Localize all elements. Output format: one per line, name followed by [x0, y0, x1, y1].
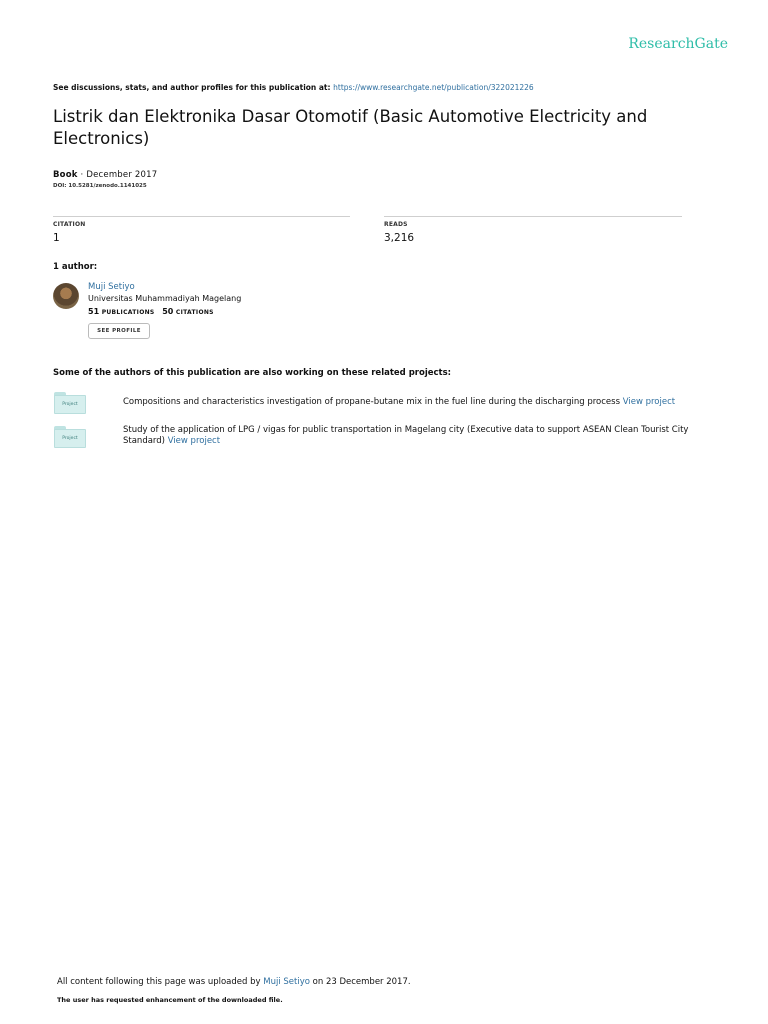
author-stats — [88, 307, 214, 316]
upload-suffix: on 23 December 2017. — [309, 977, 411, 987]
publication-title: Listrik dan Elektronika Dasar Otomotif (Basic Automotive Electricity and Electronics) — [53, 107, 648, 148]
reads-value: 3,216 — [384, 232, 415, 244]
publications-label: PUBLICATIONS — [101, 309, 155, 316]
see-profile-button[interactable]: SEE PROFILE — [88, 323, 150, 339]
reads-divider — [384, 216, 682, 217]
discussion-prefix: See discussions, stats, and author profiles for this publication at: — [53, 83, 334, 92]
project-folder-icon — [54, 392, 86, 414]
citation-value: 1 — [53, 232, 60, 244]
publication-meta — [53, 170, 157, 180]
citation-label: CITATION — [53, 221, 86, 228]
view-project-link[interactable]: View project — [622, 397, 676, 407]
project-item — [123, 397, 713, 408]
meta-separator: · — [77, 170, 87, 180]
publication-doi: DOI: 10.5281/zenodo.1141025 — [53, 183, 147, 189]
project-item — [123, 425, 713, 447]
project-folder-label: Project — [54, 395, 86, 414]
author-affiliation: Universitas Muhammadiyah Magelang — [88, 294, 242, 303]
project-folder-label: Project — [54, 429, 86, 448]
publication-date: December 2017 — [86, 170, 158, 180]
uploader-link[interactable]: Muji Setiyo — [263, 977, 310, 987]
publication-url-link[interactable]: https://www.researchgate.net/publication/322021226 — [333, 83, 534, 92]
discussion-line — [53, 83, 534, 92]
project-description: Study of the application of LPG / vigas for public transportation in Magelang city (Executive data to support ASEAN Clean Tourist City Standard) — [123, 425, 689, 446]
reads-label: READS — [384, 221, 408, 228]
project-folder-icon — [54, 426, 86, 448]
author-name-link[interactable]: Muji Setiyo — [88, 282, 135, 292]
citations-label: CITATIONS — [175, 309, 214, 316]
upload-prefix: All content following this page was uploaded by — [57, 977, 264, 987]
publication-type: Book — [53, 170, 78, 180]
upload-note — [57, 977, 411, 987]
publications-count: 51 — [88, 307, 100, 316]
related-projects-heading: Some of the authors of this publication are also working on these related projects: — [53, 368, 452, 378]
author-avatar[interactable] — [53, 283, 79, 309]
authors-heading: 1 author: — [53, 262, 98, 272]
citation-divider — [53, 216, 350, 217]
researchgate-logo[interactable]: ResearchGate — [628, 36, 728, 52]
enhancement-note: The user has requested enhancement of the downloaded file. — [57, 996, 283, 1004]
view-project-link[interactable]: View project — [167, 436, 221, 446]
citations-count: 50 — [162, 307, 174, 316]
project-description: Compositions and characteristics investigation of propane-butane mix in the fuel line during the discharging process — [123, 397, 623, 407]
